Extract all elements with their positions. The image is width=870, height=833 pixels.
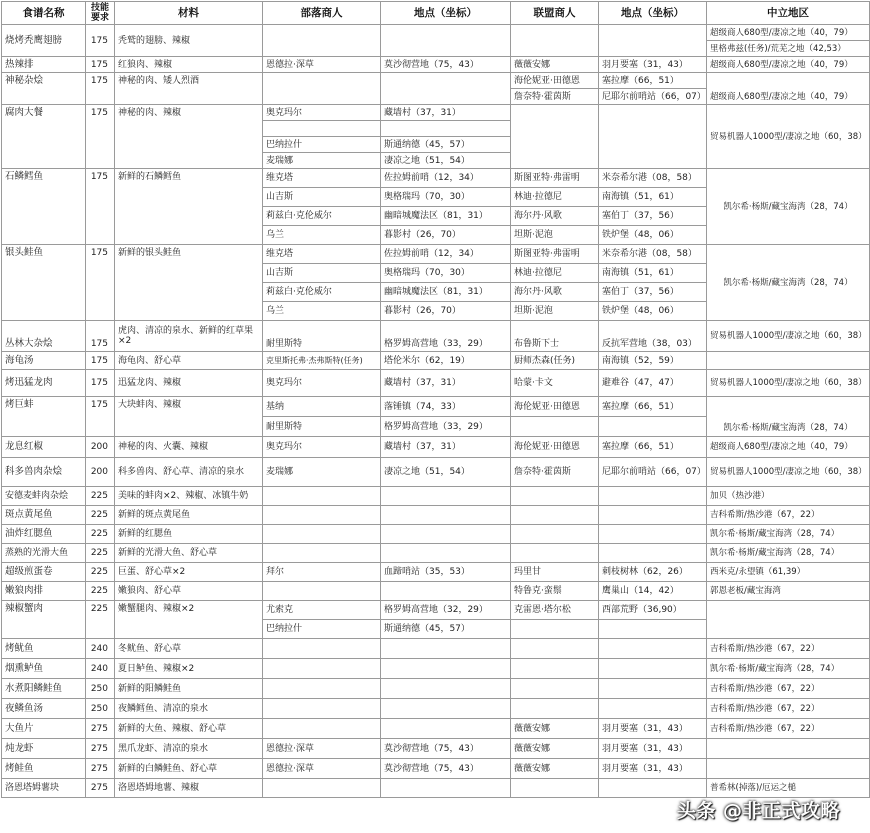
horde-location: 藏墙村（37，31）	[381, 105, 511, 121]
materials: 迅猛龙肉、辣椒	[115, 370, 263, 397]
alliance-location	[599, 620, 707, 639]
skill-level: 175	[86, 25, 115, 57]
recipe-name: 科多兽肉杂烩	[2, 458, 86, 487]
horde-vendor	[263, 719, 381, 739]
neutral-source: 吉科希斯/热沙港（67，22）	[707, 699, 870, 719]
alliance-vendor: 薇薇安娜	[511, 739, 599, 759]
materials: 神秘的肉、火囊、辣椒	[115, 437, 263, 458]
neutral-source: 吉科希斯/热沙港（67，22）	[707, 719, 870, 739]
materials: 美味的蚌肉×2、辣椒、冰镇牛奶	[115, 487, 263, 506]
alliance-vendor: 特鲁克·蛮鬃	[511, 582, 599, 601]
materials: 科多兽肉、舒心草、清凉的泉水	[115, 458, 263, 487]
alliance-location: 米奈希尔港（08，58）	[599, 169, 707, 188]
horde-location: 暮影村（26，70）	[381, 302, 511, 321]
horde-vendor: 恩德拉·深草	[263, 759, 381, 779]
skill-level: 275	[86, 779, 115, 798]
neutral-source: 郭恩老板/藏宝海湾	[707, 582, 870, 601]
alliance-location: 米奈希尔港（08，58）	[599, 245, 707, 264]
horde-vendor: 耐里斯特	[263, 417, 381, 437]
alliance-location	[599, 487, 707, 506]
alliance-vendor: 海尔丹·风歌	[511, 283, 599, 302]
neutral-source: 里格弗兹(任务)/荒芜之地（42,53）	[707, 41, 870, 57]
alliance-location: 南海镇（51，61）	[599, 264, 707, 283]
skill-level: 250	[86, 679, 115, 699]
horde-location	[381, 699, 511, 719]
materials: 嫩蟹腿肉、辣椒×2	[115, 601, 263, 639]
materials: 大块蚌肉、辣椒	[115, 397, 263, 437]
header-horde-location: 地点（坐标）	[381, 2, 511, 25]
header-skill: 技能要求	[86, 2, 115, 25]
table-row	[2, 739, 870, 759]
horde-vendor	[263, 699, 381, 719]
materials: 夜鳞鳕鱼、清凉的泉水	[115, 699, 263, 719]
alliance-location: 塞伯丁（37，56）	[599, 207, 707, 226]
recipe-name: 腐肉大餐	[2, 105, 86, 169]
skill-level: 240	[86, 659, 115, 679]
table-row	[2, 659, 870, 679]
alliance-location: 塞伯丁（37，56）	[599, 283, 707, 302]
recipe-name: 安德麦蚌肉杂烩	[2, 487, 86, 506]
table-row	[2, 105, 870, 121]
alliance-location	[599, 417, 707, 437]
alliance-vendor: 斯图亚特·弗雷明	[511, 245, 599, 264]
horde-vendor: 乌兰	[263, 226, 381, 245]
recipe-name: 水煮阳鳞鲑鱼	[2, 679, 86, 699]
alliance-vendor: 斯图亚特·弗雷明	[511, 169, 599, 188]
skill-level: 225	[86, 563, 115, 582]
horde-vendor: 山吉斯	[263, 188, 381, 207]
materials: 夏日鲈鱼、辣椒×2	[115, 659, 263, 679]
recipe-name: 银头鲑鱼	[2, 245, 86, 321]
header-alliance-location: 地点（坐标）	[599, 2, 707, 25]
horde-location: 塔伦米尔（62，19）	[381, 352, 511, 370]
horde-location: 血蹄哨站（35，53）	[381, 563, 511, 582]
alliance-vendor: 玛里甘	[511, 563, 599, 582]
table-row	[2, 506, 870, 525]
header-materials: 材料	[115, 2, 263, 25]
neutral-source: 贸易机器人1000型/凄凉之地（60，38）	[707, 321, 870, 352]
horde-location: 莫沙彻营地（75，43）	[381, 759, 511, 779]
alliance-vendor	[511, 679, 599, 699]
horde-location: 暮影村（26，70）	[381, 226, 511, 245]
header-name: 食谱名称	[2, 2, 86, 25]
horde-location: 奥格瑞玛（70，30）	[381, 264, 511, 283]
skill-level: 275	[86, 719, 115, 739]
horde-vendor	[263, 487, 381, 506]
recipe-name: 蒸熟的光滑大鱼	[2, 544, 86, 563]
alliance-location: 鹰巢山（14，42）	[599, 582, 707, 601]
header-alliance-vendor: 联盟商人	[511, 2, 599, 25]
horde-location: 格罗姆高营地（33，29）	[381, 321, 511, 352]
alliance-vendor	[511, 659, 599, 679]
horde-vendor: 克里斯托弗·杰弗斯特(任务)	[263, 352, 381, 370]
alliance-location	[599, 779, 707, 798]
alliance-location: 铁炉堡（48，06）	[599, 302, 707, 321]
table-row	[2, 544, 870, 563]
neutral-source: 贸易机器人1000型/凄凉之地（60，38）	[707, 105, 870, 169]
horde-location: 藏墙村（37，31）	[381, 437, 511, 458]
neutral-source: 超级商人680型/凄凉之地（40，79）	[707, 437, 870, 458]
materials: 巨蛋、舒心草×2	[115, 563, 263, 582]
table-row	[2, 525, 870, 544]
materials: 新鲜的光滑大鱼、舒心草	[115, 544, 263, 563]
recipe-name: 神秘杂烩	[2, 73, 86, 105]
neutral-source: 凯尔希·杨斯/藏宝海湾（28，74）	[707, 397, 870, 437]
alliance-location	[599, 25, 707, 57]
recipe-name: 油炸红腮鱼	[2, 525, 86, 544]
horde-vendor: 莉兹白·克伦威尔	[263, 283, 381, 302]
table-row	[2, 601, 870, 620]
skill-level: 225	[86, 487, 115, 506]
horde-vendor: 巴纳拉什	[263, 620, 381, 639]
neutral-source: 吉科希斯/热沙港（67，22）	[707, 639, 870, 659]
recipe-name: 嫩狼肉排	[2, 582, 86, 601]
skill-level: 250	[86, 699, 115, 719]
skill-level: 275	[86, 739, 115, 759]
table-row	[2, 169, 870, 188]
recipe-name: 超级煎蛋卷	[2, 563, 86, 582]
alliance-vendor	[511, 779, 599, 798]
recipe-name: 烤巨蚌	[2, 397, 86, 437]
materials: 神秘的肉、辣椒	[115, 105, 263, 169]
table-row	[2, 437, 870, 458]
alliance-vendor: 林迪·拉德尼	[511, 188, 599, 207]
horde-vendor	[263, 25, 381, 57]
alliance-vendor: 布鲁斯下士	[511, 321, 599, 352]
horde-location: 佐拉姆前哨（12，34）	[381, 169, 511, 188]
neutral-source: 吉科希斯/热沙港（67，22）	[707, 506, 870, 525]
recipe-name: 烤鲑鱼	[2, 759, 86, 779]
alliance-vendor	[511, 639, 599, 659]
table-row	[2, 397, 870, 417]
recipe-table	[1, 1, 870, 798]
materials: 黑爪龙虾、清凉的泉水	[115, 739, 263, 759]
alliance-vendor: 林迪·拉德尼	[511, 264, 599, 283]
table-row	[2, 779, 870, 798]
recipe-name: 炖龙虾	[2, 739, 86, 759]
materials: 海龟肉、舒心草	[115, 352, 263, 370]
skill-level: 225	[86, 582, 115, 601]
skill-level: 175	[86, 245, 115, 321]
horde-vendor	[263, 639, 381, 659]
horde-location	[381, 719, 511, 739]
horde-location: 幽暗城魔法区（81，31）	[381, 207, 511, 226]
table-row	[2, 563, 870, 582]
alliance-vendor: 詹奈特·霍茵斯	[511, 458, 599, 487]
horde-vendor: 乌兰	[263, 302, 381, 321]
horde-location: 落锤镇（74，33）	[381, 397, 511, 417]
alliance-location	[599, 506, 707, 525]
alliance-vendor: 克雷恩·塔尔松	[511, 601, 599, 620]
horde-vendor: 麦瑞娜	[263, 153, 381, 169]
neutral-source: 吉科希斯/热沙港（67，22）	[707, 679, 870, 699]
horde-location: 斯通纳德（45，57）	[381, 137, 511, 153]
table-row	[2, 25, 870, 41]
neutral-source: 超级商人680型/凄凉之地（40，79）	[707, 73, 870, 105]
horde-location: 藏墙村（37，31）	[381, 370, 511, 397]
alliance-location: 南海镇（52，59）	[599, 352, 707, 370]
horde-vendor: 维克塔	[263, 169, 381, 188]
neutral-source	[707, 739, 870, 759]
table-row	[2, 487, 870, 506]
horde-vendor: 山吉斯	[263, 264, 381, 283]
horde-location: 幽暗城魔法区（81，31）	[381, 283, 511, 302]
neutral-source: 凯尔希·杨斯/藏宝海湾（28，74）	[707, 169, 870, 245]
horde-vendor: 巴纳拉什	[263, 137, 381, 153]
table-row	[2, 639, 870, 659]
recipe-name: 石鳞鳕鱼	[2, 169, 86, 245]
materials: 新鲜的斑点黄尾鱼	[115, 506, 263, 525]
skill-level: 175	[86, 73, 115, 105]
horde-vendor: 奥克玛尔	[263, 105, 381, 121]
alliance-vendor: 薇薇安娜	[511, 759, 599, 779]
skill-level: 175	[86, 321, 115, 352]
alliance-location: 羽月要塞（31，43）	[599, 57, 707, 73]
horde-vendor: 耐里斯特	[263, 321, 381, 352]
materials: 新鲜的阳鳞鲑鱼	[115, 679, 263, 699]
horde-location	[381, 73, 511, 105]
horde-location: 奥格瑞玛（70，30）	[381, 188, 511, 207]
materials: 新鲜的白鳞鲑鱼、舒心草	[115, 759, 263, 779]
horde-location: 格罗姆高营地（32，29）	[381, 601, 511, 620]
alliance-vendor	[511, 620, 599, 639]
materials: 新鲜的银头鲑鱼	[115, 245, 263, 321]
materials: 新鲜的红腮鱼	[115, 525, 263, 544]
alliance-location	[599, 659, 707, 679]
materials: 神秘的肉、矮人烈酒	[115, 73, 263, 105]
recipe-name: 斑点黄尾鱼	[2, 506, 86, 525]
table-row	[2, 245, 870, 264]
alliance-vendor: 坦斯·泥泡	[511, 226, 599, 245]
alliance-location: 塞拉摩（66，51）	[599, 437, 707, 458]
horde-vendor	[263, 779, 381, 798]
alliance-vendor: 哈蒙·卡文	[511, 370, 599, 397]
horde-location	[381, 779, 511, 798]
alliance-location	[599, 105, 707, 169]
horde-vendor	[263, 679, 381, 699]
alliance-vendor	[511, 506, 599, 525]
horde-vendor	[263, 525, 381, 544]
alliance-location: 羽月要塞（31，43）	[599, 759, 707, 779]
skill-level: 225	[86, 601, 115, 639]
skill-level: 175	[86, 397, 115, 437]
alliance-location: 羽月要塞（31，43）	[599, 719, 707, 739]
alliance-location	[599, 699, 707, 719]
recipe-name: 龙息红椒	[2, 437, 86, 458]
alliance-location: 铁炉堡（48，06）	[599, 226, 707, 245]
horde-vendor	[263, 582, 381, 601]
horde-location: 凄凉之地（51，54）	[381, 153, 511, 169]
alliance-vendor: 薇薇安娜	[511, 57, 599, 73]
alliance-location: 南海镇（51，61）	[599, 188, 707, 207]
recipe-name: 辣椒蟹肉	[2, 601, 86, 639]
recipe-name: 烧烤秃鹰翅膀	[2, 25, 86, 57]
alliance-vendor	[511, 699, 599, 719]
materials: 秃鹫的翅膀、辣椒	[115, 25, 263, 57]
skill-level: 275	[86, 759, 115, 779]
alliance-location: 反抗军营地（38，03）	[599, 321, 707, 352]
table-row	[2, 370, 870, 397]
table-row	[2, 719, 870, 739]
alliance-vendor: 海伦妮亚·田德恩	[511, 73, 599, 89]
horde-location	[381, 544, 511, 563]
horde-location	[381, 487, 511, 506]
materials: 冬鱿鱼、舒心草	[115, 639, 263, 659]
alliance-location: 塞拉摩（66，51）	[599, 73, 707, 89]
horde-location	[381, 639, 511, 659]
neutral-source: 贸易机器人1000型/凄凉之地（60，38）	[707, 458, 870, 487]
watermark: 头条 @非正式攻略	[676, 800, 840, 822]
alliance-vendor	[511, 544, 599, 563]
materials: 红狼肉、辣椒	[115, 57, 263, 73]
skill-level: 200	[86, 437, 115, 458]
skill-level: 175	[86, 105, 115, 169]
alliance-vendor: 海伦妮亚·田德恩	[511, 437, 599, 458]
header-horde-vendor: 部落商人	[263, 2, 381, 25]
materials: 洛恩塔姆地薯、辣椒	[115, 779, 263, 798]
horde-location: 莫沙彻营地（75，43）	[381, 739, 511, 759]
neutral-source	[707, 601, 870, 639]
recipe-name: 海龟汤	[2, 352, 86, 370]
horde-location	[381, 679, 511, 699]
table-row	[2, 73, 870, 89]
recipe-name: 丛林大杂烩	[2, 321, 86, 352]
materials: 新鲜的大鱼、辣椒、舒心草	[115, 719, 263, 739]
alliance-location: 刺枝树林（62，26）	[599, 563, 707, 582]
horde-location: 莫沙彻营地（75，43）	[381, 57, 511, 73]
neutral-source: 凯尔希·杨斯/藏宝海湾（28，74）	[707, 525, 870, 544]
recipe-name: 烤迅猛龙肉	[2, 370, 86, 397]
alliance-vendor	[511, 417, 599, 437]
neutral-source	[707, 352, 870, 370]
neutral-source: 超级商人680型/凄凉之地（40，79）	[707, 57, 870, 73]
table-row	[2, 759, 870, 779]
horde-location	[381, 582, 511, 601]
neutral-source: 凯尔希·杨斯/藏宝海湾（28，74）	[707, 544, 870, 563]
horde-location: 佐拉姆前哨（12，34）	[381, 245, 511, 264]
alliance-location	[599, 525, 707, 544]
horde-vendor	[263, 544, 381, 563]
horde-vendor: 基纳	[263, 397, 381, 417]
skill-level: 175	[86, 57, 115, 73]
skill-level: 200	[86, 458, 115, 487]
neutral-source: 贸易机器人1000型/凄凉之地（60，38）	[707, 370, 870, 397]
table-row	[2, 699, 870, 719]
horde-location: 格罗姆高营地（33，29）	[381, 417, 511, 437]
alliance-vendor	[511, 105, 599, 169]
horde-vendor: 拜尔	[263, 563, 381, 582]
recipe-name: 夜鳞鱼汤	[2, 699, 86, 719]
neutral-source: 超级商人680型/凄凉之地（40，79）	[707, 25, 870, 41]
alliance-vendor: 薇薇安娜	[511, 719, 599, 739]
horde-vendor	[263, 73, 381, 105]
horde-vendor: 奥克玛尔	[263, 370, 381, 397]
alliance-location: 西部荒野（36,90）	[599, 601, 707, 620]
neutral-source	[707, 759, 870, 779]
recipe-name: 烟熏鲈鱼	[2, 659, 86, 679]
skill-level: 175	[86, 370, 115, 397]
horde-vendor	[263, 659, 381, 679]
neutral-source: 加贝（热沙港）	[707, 487, 870, 506]
neutral-source: 普希林(掉落)/厄运之槌	[707, 779, 870, 798]
skill-level: 225	[86, 506, 115, 525]
alliance-vendor: 詹奈特·霍茵斯	[511, 89, 599, 105]
neutral-source: 凯尔希·杨斯/藏宝海湾（28，74）	[707, 659, 870, 679]
horde-vendor: 莉兹白·克伦威尔	[263, 207, 381, 226]
alliance-location: 避难谷（47，47）	[599, 370, 707, 397]
alliance-location: 羽月要塞（31，43）	[599, 739, 707, 759]
alliance-vendor: 海伦妮亚·田德恩	[511, 397, 599, 417]
alliance-vendor	[511, 525, 599, 544]
table-row	[2, 321, 870, 352]
materials: 新鲜的石鳞鳕鱼	[115, 169, 263, 245]
materials: 嫩狼肉、舒心草	[115, 582, 263, 601]
skill-level: 225	[86, 525, 115, 544]
table-row	[2, 679, 870, 699]
horde-vendor	[263, 506, 381, 525]
horde-vendor: 恩德拉·深草	[263, 57, 381, 73]
skill-level: 240	[86, 639, 115, 659]
recipe-name: 大鱼片	[2, 719, 86, 739]
materials: 虎肉、清凉的泉水、新鲜的红草果×2	[115, 321, 263, 352]
alliance-location: 塞拉摩（66，51）	[599, 397, 707, 417]
alliance-vendor: 厨师杰森(任务)	[511, 352, 599, 370]
alliance-vendor: 海尔丹·风歌	[511, 207, 599, 226]
alliance-vendor	[511, 487, 599, 506]
alliance-location: 尼耶尔前哨站（66，07）	[599, 89, 707, 105]
alliance-location: 尼耶尔前哨站（66，07）	[599, 458, 707, 487]
horde-location: 斯通纳德（45，57）	[381, 620, 511, 639]
header-neutral: 中立地区	[707, 2, 870, 25]
table-row	[2, 352, 870, 370]
horde-location	[381, 659, 511, 679]
recipe-name: 洛恩塔姆薯块	[2, 779, 86, 798]
horde-vendor: 维克塔	[263, 245, 381, 264]
recipe-name: 热辣排	[2, 57, 86, 73]
alliance-vendor	[511, 25, 599, 57]
horde-location	[381, 25, 511, 57]
skill-level: 225	[86, 544, 115, 563]
horde-vendor: 恩德拉·深草	[263, 739, 381, 759]
table-row	[2, 458, 870, 487]
neutral-source: 西米克/永望镇（61,39）	[707, 563, 870, 582]
header-row	[2, 2, 870, 25]
horde-location	[381, 525, 511, 544]
neutral-source: 凯尔希·杨斯/藏宝海湾（28，74）	[707, 245, 870, 321]
table-row	[2, 582, 870, 601]
alliance-location	[599, 639, 707, 659]
horde-location	[381, 506, 511, 525]
skill-level: 175	[86, 352, 115, 370]
horde-vendor: 尤索克	[263, 601, 381, 620]
table-row	[2, 57, 870, 73]
horde-vendor: 奥克玛尔	[263, 437, 381, 458]
skill-level: 175	[86, 169, 115, 245]
alliance-location	[599, 544, 707, 563]
horde-vendor: 麦瑞娜	[263, 458, 381, 487]
alliance-vendor: 坦斯·泥泡	[511, 302, 599, 321]
horde-location: 凄凉之地（51，54）	[381, 458, 511, 487]
recipe-name: 烤鱿鱼	[2, 639, 86, 659]
alliance-location	[599, 679, 707, 699]
